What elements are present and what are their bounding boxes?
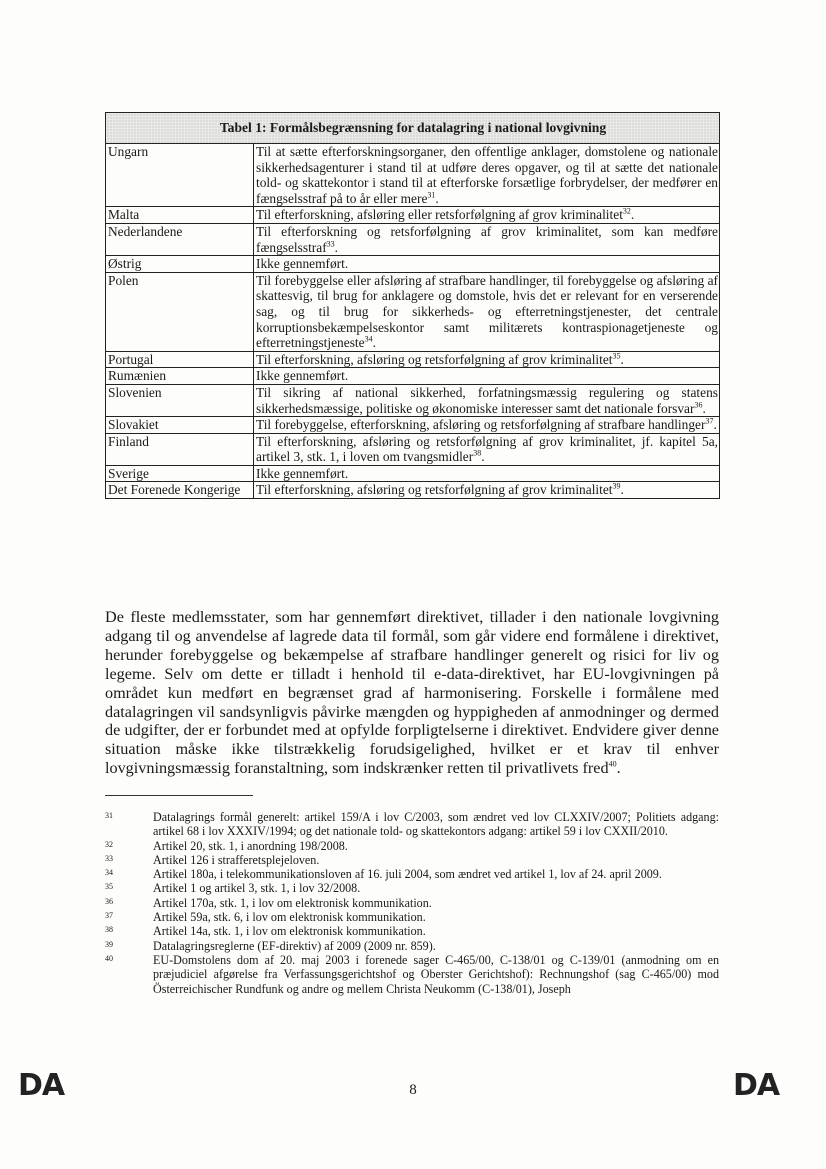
table-row xyxy=(106,256,720,273)
purpose-limitation-table xyxy=(105,112,720,499)
country-cell: Polen xyxy=(106,272,254,351)
table-row xyxy=(106,207,720,224)
footnote-number: 35 xyxy=(105,882,113,892)
country-cell: Det Forenede Kongerige xyxy=(106,482,254,499)
footnote-number: 33 xyxy=(105,853,113,863)
purpose-text: Til sikring af national sikkerhed, forfatningsmæssig regulering og statens sikkerhedsmæssige, politiske og økonomiske interesser samt det nationale forsvar xyxy=(256,384,718,416)
purpose-cell: Til sikring af national sikkerhed, forfatningsmæssig regulering og statens sikkerhedsmæssige, politiske og økonomiske interesser samt det nationale forsvar$^{36}$. xyxy=(254,384,720,416)
footnote-text: Artikel 180a, i telekommunikationsloven af 16. juli 2004, som ændret ved artikel 1, lov af 24. april 2009. xyxy=(153,867,662,882)
country-cell: Nederlandene xyxy=(106,223,254,255)
purpose-text: Til efterforskning, afsløring eller retsforfølgning af grov kriminalitet xyxy=(256,207,623,223)
footnote-number: 38 xyxy=(105,925,113,935)
footnote-ref: 40 xyxy=(608,759,617,769)
body-paragraph: De fleste medlemsstater, som har gennemført direktivet, tillader i den nationale lovgivning adgang til og anvendelse af lagrede data til formål, som går videre end formålene i direktivet, herunder forebyggelse og bekæmpelse af strafbare handlinger generelt og risici for liv og legeme. Selv om dette er tilladt i henhold til e-data-direktivet, har EU-lovgivningen på området kun medført en begrænset grad af harmonisering. Forskelle i formålene med datalagringen vil sandsynligvis påvirke mængden og hyppigheden af anmodninger og dermed de udgifter, der er forbundet med at opfylde forpligtelserne i direktivet. Endvidere giver denne situation måske ikke tilstrækkelig forudsigelighed, hvilket er et krav til enhver lovgivningsmæssig foranstaltning, som indskrænker retten til privatlivets fred$^{40}$. xyxy=(105,608,719,778)
footnote-text: Artikel 126 i strafferetsplejeloven. xyxy=(153,852,320,867)
footnote-text: EU-Domstolens dom af 20. maj 2003 i forenede sager C-465/00, C-138/01 og C-139/01 (anmodning om en præjudiciel afgørelse fra Verfassungsgerichtshof og Oberster Gerichtshof): Rechnungshof (sag C-465/00) mod Österreichischer Rundfunk og andre og mellem Christa Neukomm (C-138/01), Joseph xyxy=(153,952,719,996)
purpose-text: Til efterforskning, afsløring og retsforfølgning af grov kriminalitet xyxy=(256,351,613,367)
footnote-text: Artikel 14a, stk. 1, i lov om elektronisk kommunikation. xyxy=(153,924,426,939)
country-cell: Portugal xyxy=(106,351,254,368)
table-row xyxy=(106,368,720,385)
purpose-text: Til forebyggelse eller afsløring af strafbare handlinger, til forebyggelse og afsløring af skattesvig, til brug for anklagere og domstole, hvis det er relevant for en verserende sag, og til brug for sikkerheds- og efterretningstjenester, det centrale korruptionsbekæmpelseskontor samt militærets kontraspionagetjeneste og efterretningstjeneste xyxy=(256,272,718,351)
purpose-text: Ikke gennemført. xyxy=(256,465,349,481)
purpose-cell: Til forebyggelse eller afsløring af strafbare handlinger, til forebyggelse og afsløring af skattesvig, til brug for anklagere og domstole, hvis det er relevant for en verserende sag, og til brug for sikkerheds- og efterretningstjenester, det centrale korruptionsbekæmpelseskontor samt militærets kontraspionagetjeneste og efterretningstjeneste$^{34}$. xyxy=(254,272,720,351)
purpose-text: Til at sætte efterforskningsorganer, den offentlige anklager, domstolene og nationale sikkerhedsagenturer i stand til at udføre deres opgaver, og til at sætte det nationale told- og skattekontor i stand til at efterforske forsætlige forbrydelser, der medfører en fængselsstraf på to år eller mere xyxy=(256,144,718,206)
footnote-ref: 35 xyxy=(612,351,621,361)
purpose-cell: Til forebyggelse, efterforskning, afsløring og retsforfølgning af strafbare handlinger$^{37}$. xyxy=(254,417,720,434)
country-cell: Sverige xyxy=(106,465,254,482)
table-row xyxy=(106,384,720,416)
table-caption: Tabel 1: Formålsbegrænsning for datalagring i national lovgivning xyxy=(106,113,720,144)
footnote-text: Artikel 1 og artikel 3, stk. 1, i lov 32/2008. xyxy=(153,881,361,896)
purpose-cell xyxy=(254,465,720,482)
table-row xyxy=(106,433,720,465)
footnote-ref: 38 xyxy=(473,448,482,458)
footnote-ref: 33 xyxy=(326,239,335,249)
table-row xyxy=(106,482,720,499)
purpose-cell: Til efterforskning, afsløring og retsforfølgning af grov kriminalitet$^{35}$. xyxy=(254,351,720,368)
footnote-text: Artikel 20, stk. 1, i anordning 198/2008. xyxy=(153,838,348,853)
footnote xyxy=(105,939,719,953)
table-row xyxy=(106,351,720,368)
table-row xyxy=(106,465,720,482)
footnote-ref: 32 xyxy=(622,206,631,216)
purpose-cell: Til at sætte efterforskningsorganer, den offentlige anklager, domstolene og nationale sikkerhedsagenturer i stand til at udføre deres opgaver, og til at sætte det nationale told- og skattekontor i stand til at efterforske forsætlige forbrydelser, der medfører en fængselsstraf på to år eller mere$^{31}$. xyxy=(254,144,720,207)
footnote-number: 37 xyxy=(105,911,113,921)
purpose-text: Ikke gennemført. xyxy=(256,256,349,272)
country-cell: Slovakiet xyxy=(106,417,254,434)
table-row xyxy=(106,272,720,351)
country-cell: Ungarn xyxy=(106,144,254,207)
footnote xyxy=(105,896,719,910)
footnote-number: 40 xyxy=(105,953,113,963)
language-code-right: DA xyxy=(733,1068,780,1103)
footnote-number: 39 xyxy=(105,939,113,949)
footnote xyxy=(105,867,719,881)
footnote-ref: 39 xyxy=(612,482,621,491)
purpose-cell: Til efterforskning, afsløring og retsforfølgning af grov kriminalitet$^{39}$. xyxy=(254,482,720,499)
footnote-number: 34 xyxy=(105,868,113,878)
table-row xyxy=(106,223,720,255)
footnote-text: Artikel 170a, stk. 1, i lov om elektronisk kommunikation. xyxy=(153,895,432,910)
footnote xyxy=(105,810,719,839)
footnote-number: 36 xyxy=(105,896,113,906)
footnote xyxy=(105,910,719,924)
footnote-ref: 37 xyxy=(705,416,714,426)
table-row xyxy=(106,144,720,207)
country-cell: Rumænien xyxy=(106,368,254,385)
footnote-text: Datalagringsreglerne (EF-direktiv) af 2009 (2009 nr. 859). xyxy=(153,938,436,953)
country-cell: Østrig xyxy=(106,256,254,273)
purpose-text: Til efterforskning og retsforfølgning af grov kriminalitet, som kan medføre fængselsstraf xyxy=(256,223,718,255)
footnote xyxy=(105,924,719,938)
footnotes xyxy=(105,810,719,996)
country-cell: Slovenien xyxy=(106,384,254,416)
purpose-cell xyxy=(254,368,720,385)
footnote-ref: 31 xyxy=(427,190,436,200)
footnote-text: Datalagrings formål generelt: artikel 159/A i lov C/2003, som ændret ved lov CLXXIV/2007; Politiets adgang: artikel 68 i lov XXXIV/1994; og det nationale told- og skattekontors adgang: artikel 59 i lov CXXII/2010. xyxy=(153,810,719,839)
footnote xyxy=(105,839,719,853)
purpose-text: Til efterforskning, afsløring og retsforfølgning af grov kriminalitet, jf. kapitel 5a, artikel 3, stk. 1, i loven om tvangsmidler xyxy=(256,433,718,465)
body-paragraph-text: De fleste medlemsstater, som har gennemført direktivet, tillader i den nationale lovgivning adgang til og anvendelse af lagrede data til formål, som går videre end formålene i direktivet, herunder forebyggelse og bekæmpelse af strafbare handlinger generelt og risici for liv og legeme. Selv om dette er tilladt i henhold til e-data-direktivet, har EU-lovgivningen på området kun medført en begrænset grad af harmonisering. Forskelle i formålene med datalagringen vil sandsynligvis påvirke mængden og hyppigheden af anmodninger og dermed de udgifter, der er forbundet med at opfylde forpligtelserne i direktivet. Endvidere giver denne situation måske ikke tilstrækkelig forudsigelighed, hvilket er et krav til enhver lovgivningsmæssig foranstaltning, som indskrænker retten til privatlivets fred xyxy=(105,608,719,778)
footnote xyxy=(105,881,719,895)
purpose-cell: Til efterforskning og retsforfølgning af grov kriminalitet, som kan medføre fængselsstraf$^{33}$. xyxy=(254,223,720,255)
footnote-number: 31 xyxy=(105,811,113,820)
footnote-separator xyxy=(105,795,253,796)
language-code-left: DA xyxy=(18,1068,65,1103)
page-number: 8 xyxy=(409,1082,417,1098)
purpose-text: Til efterforskning, afsløring og retsforfølgning af grov kriminalitet xyxy=(256,482,613,498)
purpose-text: Ikke gennemført. xyxy=(256,368,349,384)
footnote xyxy=(105,853,719,867)
table-row xyxy=(106,417,720,434)
footnote-ref: 36 xyxy=(694,400,703,410)
footnote-number: 32 xyxy=(105,839,113,849)
purpose-cell xyxy=(254,256,720,273)
footnote xyxy=(105,953,719,996)
purpose-text: Til forebyggelse, efterforskning, afsløring og retsforfølgning af strafbare handlinger xyxy=(256,417,706,433)
table-caption-row xyxy=(106,113,720,144)
purpose-cell: Til efterforskning, afsløring eller retsforfølgning af grov kriminalitet$^{32}$. xyxy=(254,207,720,224)
country-cell: Malta xyxy=(106,207,254,224)
purpose-cell: Til efterforskning, afsløring og retsforfølgning af grov kriminalitet, jf. kapitel 5a, artikel 3, stk. 1, i loven om tvangsmidler$^{38}$. xyxy=(254,433,720,465)
country-cell: Finland xyxy=(106,433,254,465)
footnote-text: Artikel 59a, stk. 6, i lov om elektronisk kommunikation. xyxy=(153,910,426,925)
footnote-ref: 34 xyxy=(364,334,373,344)
